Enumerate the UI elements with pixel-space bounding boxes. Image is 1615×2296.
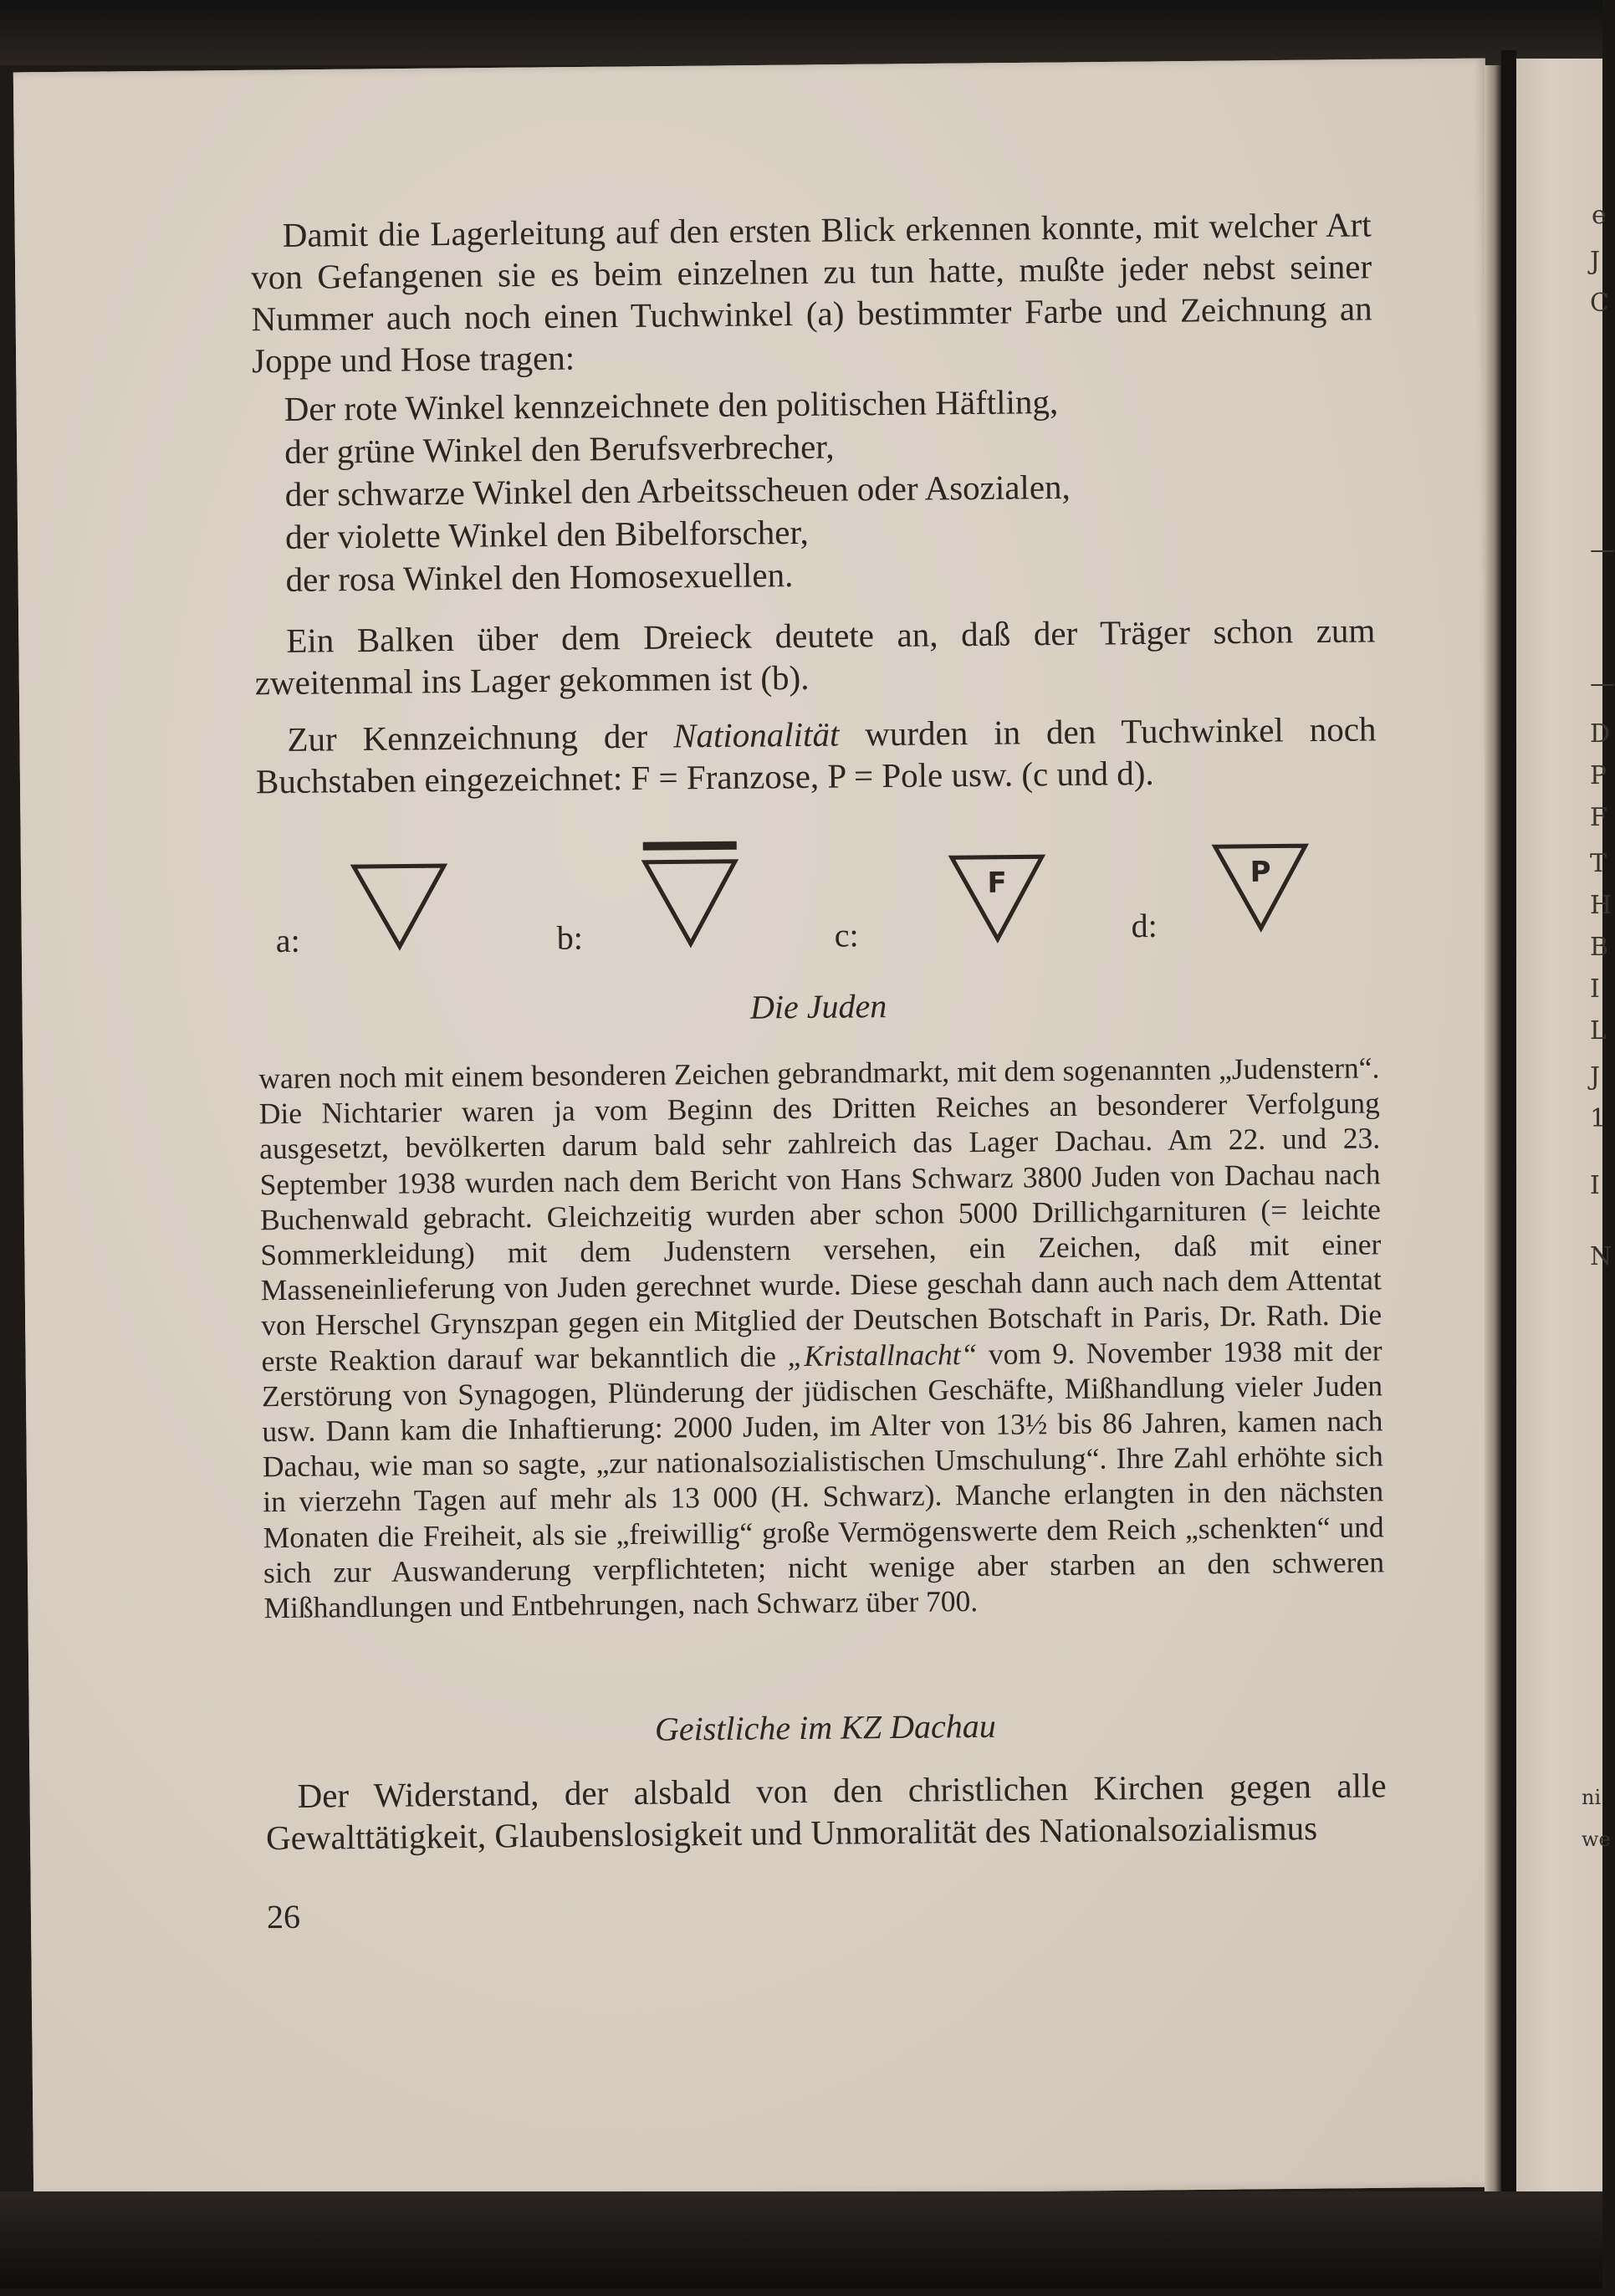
symbol-label-b: b:: [556, 918, 584, 957]
symbol-letter-c: F: [987, 866, 1007, 900]
juden-paragraph: [258, 1050, 1384, 1625]
next-page-fragment: C: [1590, 289, 1609, 318]
list-item: Der rote Winkel kennzeichnete den politischen Häftling,: [284, 382, 1059, 428]
triangle-icon-a: [349, 859, 450, 952]
next-page-fragment: I: [1590, 974, 1600, 1004]
bar-note-paragraph: Ein Balken über dem Dreieck deutete an, daß der Träger schon zum zweitenmal ins Lager gekommen ist (b).: [254, 611, 1376, 703]
next-page-strip: [1516, 59, 1615, 2200]
next-page-fragment: J: [1590, 1062, 1601, 1092]
next-page-fragment: T: [1590, 849, 1607, 878]
bottom-shadow: [0, 2191, 1602, 2288]
juden-block: [258, 1050, 1384, 1625]
page-edge: [1485, 65, 1501, 2194]
next-page-fragment: e: [1592, 201, 1607, 230]
symbol-label-a: a:: [275, 921, 300, 960]
list-item: der grüne Winkel den Berufsverbrecher,: [284, 427, 835, 471]
intro-block: [250, 203, 1377, 802]
next-page-fragment: H: [1590, 891, 1612, 920]
heading-juden: Die Juden: [749, 987, 887, 1026]
intro-paragraph: Damit die Lagerleitung auf den ersten Blick erkennen konnte, mit welcher Art von Gefangenen sie es beim einzelnen zu tun hatte, mußte jeder nebst seiner Nummer auch noch einen Tuchwinkel (a) bestimmter Farbe und Zeichnung an Joppe und Hose tragen:: [250, 205, 1372, 381]
next-page-fragment: —: [1590, 535, 1615, 565]
triangle-p-icon-d: [1210, 839, 1311, 933]
next-page-fragment: I: [1590, 1171, 1600, 1200]
juden-text-1: waren noch mit einem besonderen Zeichen gebrandmarkt, mit dem sogenannten „Judenstern“. Die Nichtarier waren ja vom Beginn des Dritten Reiches an besonderer Verfolgung ausgesetzt, bevölkerten darum bald sehr zahlreich das Lager Dachau. Am 22. und 23. September 1938 wurden nach dem Bericht von Hans Schwarz 3800 Juden von Dachau nach Buchenwald gebracht. Gleichzeitig wurden aber schon 5000 Drillichgarnituren (= leichte Sommerkleidung) mit dem Judenstern versehen, ein Zeichen, daß mit einer Masseneinlieferung von Juden gerechnet wurde. Diese geschah dann auch nach dem Attentat von Herschel Grynszpan gegen ein Mitglied der Deutschen Botschaft in Paris, Dr. Rath. Die erste Reaktion darauf war bekanntlich die: [258, 1051, 1382, 1378]
juden-text-2: vom 9. November 1938 mit der Zerstörung von Synagogen, Plünderung der jüdischen Geschäfte, Mißhandlung vieler Juden usw. Dann kam die Inhaftierung: 2000 Juden, im Alter von 13½ bis 86 Jahren, kamen nach Dachau, wie man so sagte, „zur nationalsozialistischen Umschulung“. Ihre Zahl erhöhte sich in vierzehn Tagen auf mehr als 13 000 (H. Schwarz). Manche erlangten in den nächsten Monaten die Freiheit, als sie „freiwillig“ große Vermögenswerte dem Reich „schenkten“ und sich zur Auswanderung verpflichteten; nicht wenige aber starben an den schweren Mißhandlungen und Entbehrungen, nach Schwarz über 700.: [261, 1332, 1385, 1625]
heading-geistliche: Geistliche im KZ Dachau: [654, 1706, 996, 1748]
next-page-fragment: J: [1590, 247, 1601, 276]
triangle-f-icon-c: [947, 850, 1048, 944]
symbol-label-d: d:: [1131, 906, 1158, 945]
triangle-list: [284, 377, 1374, 601]
next-page-fragment: N: [1590, 1242, 1612, 1271]
nationality-suffix: wurden in den Tuchwinkel noch Buchstaben eingezeichnet: F = Franzose, P = Pole usw. (c und d).: [255, 709, 1377, 801]
next-page-fragment: P: [1590, 761, 1607, 790]
geistliche-paragraph: Der Widerstand, der alsbald von den christlichen Kirchen gegen alle Gewalttätigkeit, Glaubenslosigkeit und Unmoralität des Nationalsozialismus: [265, 1766, 1387, 1858]
next-page-fragment: ni: [1582, 1786, 1602, 1809]
page-number: 26: [266, 1897, 301, 1936]
list-item: der rosa Winkel den Homosexuellen.: [285, 555, 794, 599]
triangle-bar-icon-b: [640, 838, 741, 949]
geistliche-block: [265, 1764, 1387, 1859]
nationality-paragraph: [255, 708, 1377, 802]
book-gutter: [1501, 50, 1516, 2208]
next-page-fragment: —: [1590, 669, 1615, 698]
next-page-fragment: B: [1590, 933, 1609, 962]
list-item: der violette Winkel den Bibelforscher,: [284, 512, 809, 556]
next-page-fragment: F: [1590, 803, 1607, 832]
next-page-fragment: we: [1582, 1828, 1611, 1851]
nationality-word: Nationalität: [672, 714, 840, 755]
next-page-fragment: 1: [1590, 1104, 1607, 1133]
next-page-fragment: D: [1590, 719, 1611, 749]
next-page-fragment: L: [1590, 1016, 1607, 1046]
kristallnacht-term: „Kristallnacht“: [787, 1337, 978, 1373]
nationality-prefix: Zur Kennzeichnung der: [287, 716, 674, 759]
symbol-label-c: c:: [834, 916, 859, 954]
list-item: der schwarze Winkel den Arbeitsscheuen oder Asozialen,: [284, 467, 1071, 514]
symbol-letter-d: P: [1250, 855, 1271, 889]
